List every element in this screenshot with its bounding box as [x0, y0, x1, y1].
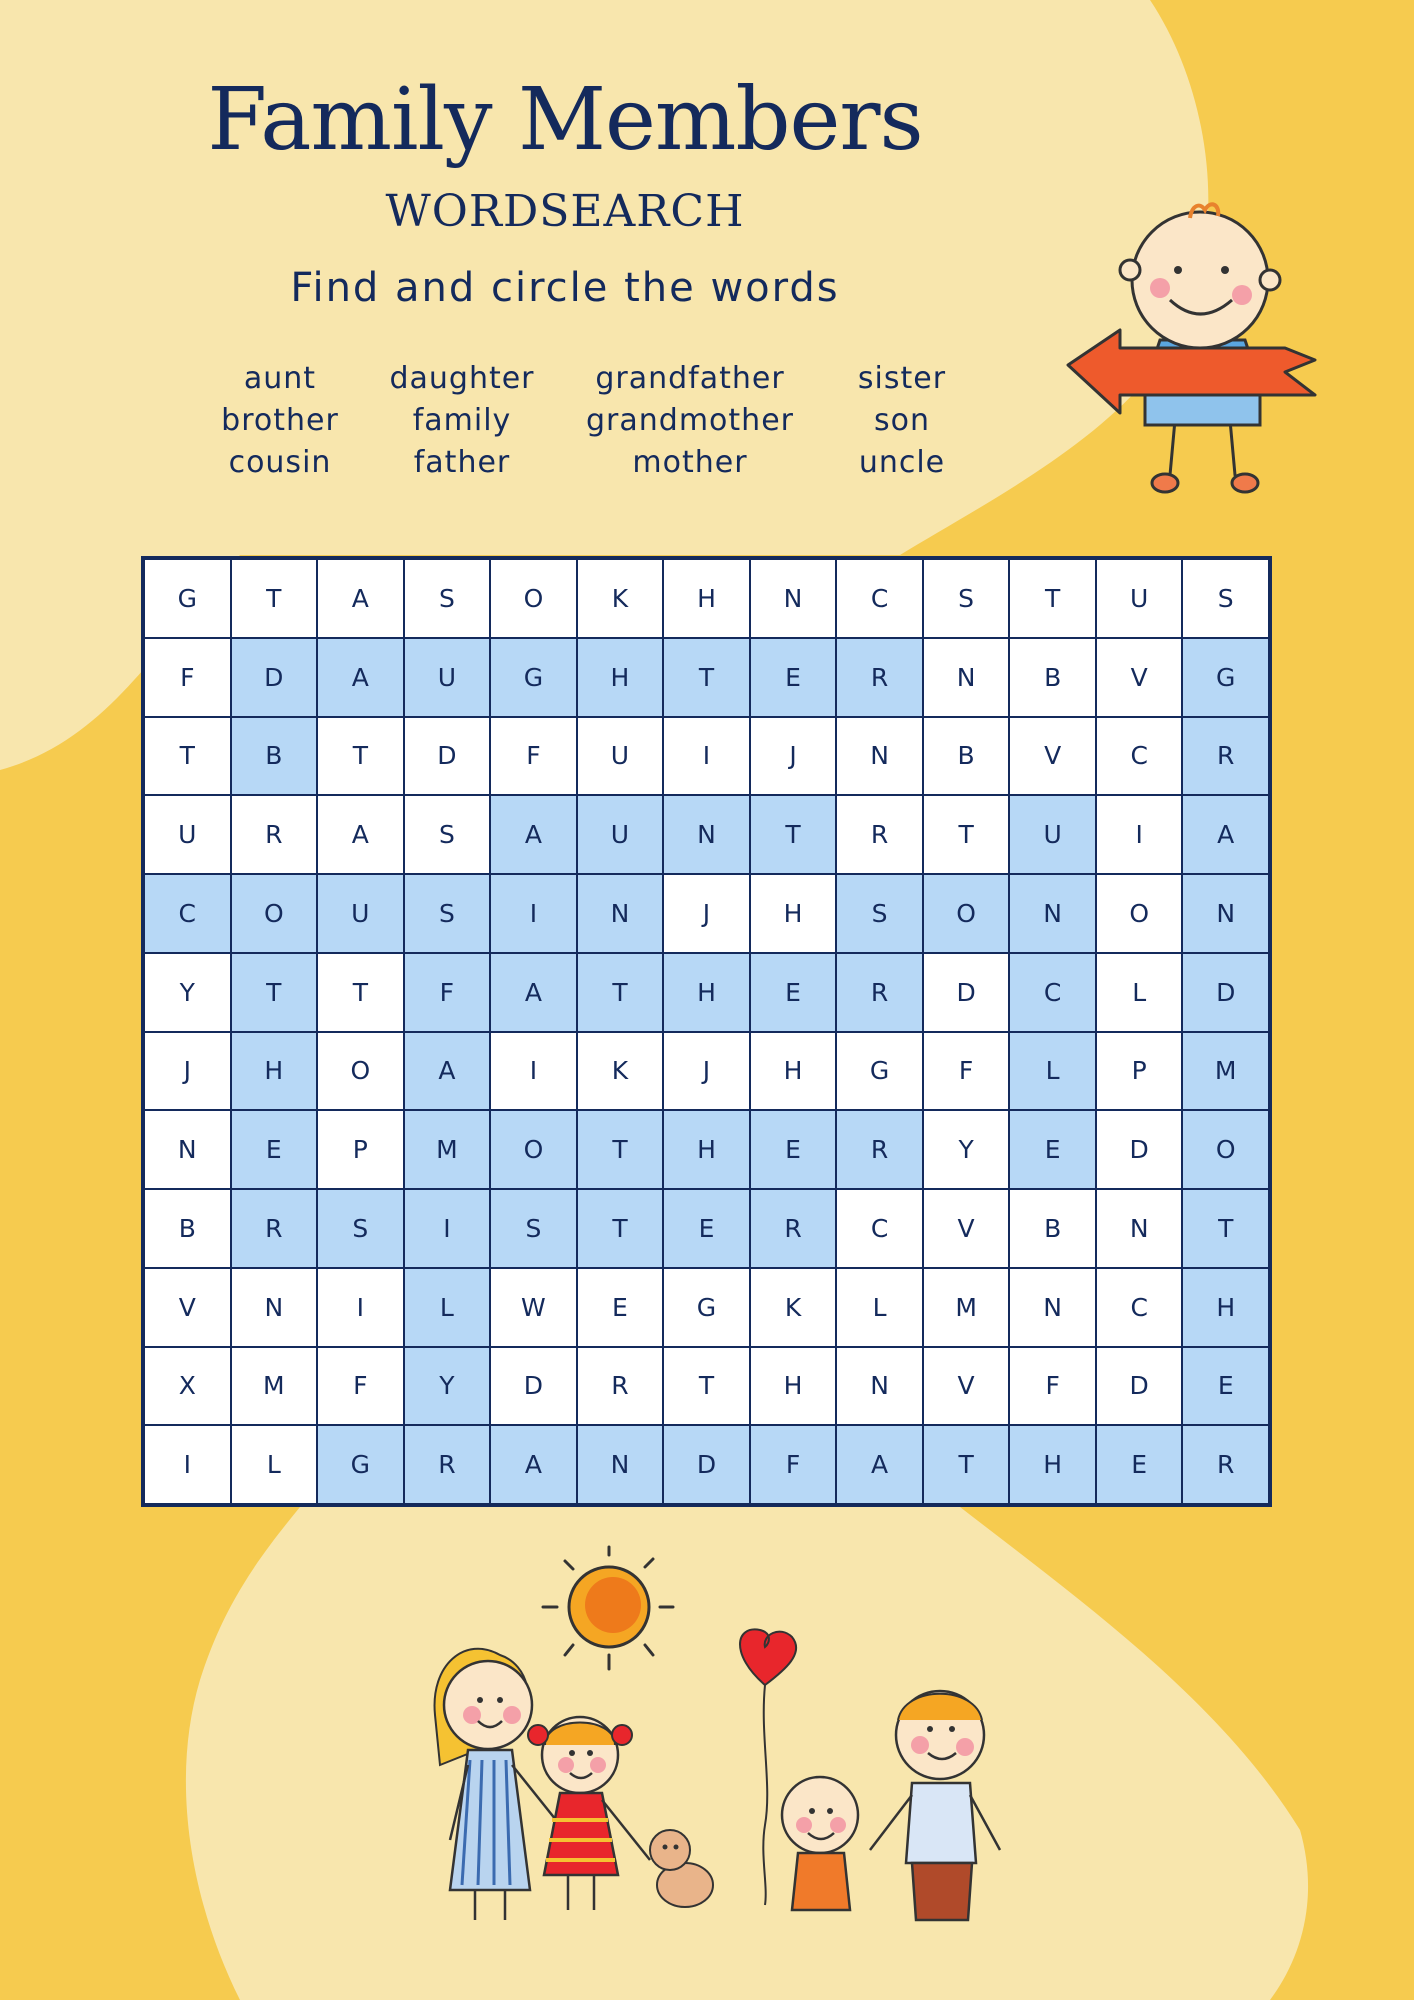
word-item: son — [874, 403, 930, 438]
grid-cell[interactable]: F — [491, 718, 576, 795]
grid-cell[interactable]: A — [837, 1426, 922, 1503]
grid-cell[interactable]: T — [318, 954, 403, 1031]
grid-cell[interactable]: E — [578, 1269, 663, 1346]
word-column-1 — [221, 358, 339, 484]
grid-cell[interactable]: O — [318, 1033, 403, 1110]
word-list — [0, 358, 1100, 488]
grid-cell[interactable]: L — [1010, 1033, 1095, 1110]
grid-cell[interactable]: V — [145, 1269, 230, 1346]
grid-cell[interactable]: Y — [405, 1348, 490, 1425]
grid-cell[interactable]: E — [751, 639, 836, 716]
grid-cell[interactable]: G — [145, 560, 230, 637]
grid-cell[interactable]: N — [145, 1111, 230, 1188]
grid-cell[interactable]: T — [924, 796, 1009, 873]
page-subtitle: WORDSEARCH — [385, 186, 745, 237]
grid-cell[interactable]: F — [924, 1033, 1009, 1110]
grid-cell[interactable]: J — [664, 875, 749, 952]
grid-cell[interactable]: X — [145, 1348, 230, 1425]
grid-cell[interactable]: V — [1097, 639, 1182, 716]
grid-cell[interactable]: V — [924, 1190, 1009, 1267]
grid-cell[interactable]: D — [405, 718, 490, 795]
grid-cell[interactable]: E — [751, 954, 836, 1031]
grid-cell[interactable]: P — [1097, 1033, 1182, 1110]
word-item: father — [413, 445, 511, 480]
grid-cell[interactable]: K — [751, 1269, 836, 1346]
grid-cell[interactable]: O — [491, 1111, 576, 1188]
grid-cell[interactable]: S — [1183, 560, 1268, 637]
grid-cell[interactable]: H — [1010, 1426, 1095, 1503]
grid-cell[interactable]: C — [837, 560, 922, 637]
grid-cell[interactable]: E — [1183, 1348, 1268, 1425]
grid-cell[interactable]: U — [318, 875, 403, 952]
grid-cell[interactable]: J — [145, 1033, 230, 1110]
grid-cell[interactable]: S — [924, 560, 1009, 637]
grid-cell[interactable]: D — [232, 639, 317, 716]
grid-cell[interactable]: R — [837, 796, 922, 873]
grid-cell[interactable]: B — [232, 718, 317, 795]
word-item: family — [412, 403, 512, 438]
grid-cell[interactable]: R — [837, 639, 922, 716]
grid-cell[interactable]: T — [578, 954, 663, 1031]
grid-cell[interactable]: E — [664, 1190, 749, 1267]
grid-cell[interactable]: A — [405, 1033, 490, 1110]
grid-cell[interactable]: E — [1097, 1426, 1182, 1503]
word-item: brother — [221, 403, 339, 438]
grid-cell[interactable]: A — [1183, 796, 1268, 873]
grid-cell[interactable]: V — [1010, 718, 1095, 795]
grid-cell[interactable]: I — [664, 718, 749, 795]
grid-cell[interactable]: G — [837, 1033, 922, 1110]
grid-cell[interactable]: A — [491, 954, 576, 1031]
grid-cell[interactable]: N — [837, 718, 922, 795]
word-item: sister — [857, 361, 947, 396]
grid-cell[interactable]: N — [924, 639, 1009, 716]
grid-cell[interactable]: T — [924, 1426, 1009, 1503]
grid-cell[interactable]: R — [1183, 718, 1268, 795]
grid-cell[interactable]: A — [491, 1426, 576, 1503]
grid-cell[interactable]: O — [491, 560, 576, 637]
grid-cell[interactable]: N — [664, 796, 749, 873]
grid-cell[interactable]: T — [232, 954, 317, 1031]
grid-cell[interactable]: L — [405, 1269, 490, 1346]
grid-cell[interactable]: N — [578, 1426, 663, 1503]
grid-cell[interactable]: T — [1010, 560, 1095, 637]
grid-cell[interactable]: K — [578, 1033, 663, 1110]
grid-cell[interactable]: H — [751, 1348, 836, 1425]
grid-cell[interactable]: T — [751, 796, 836, 873]
grid-cell[interactable]: R — [751, 1190, 836, 1267]
grid-cell[interactable]: F — [318, 1348, 403, 1425]
word-item: aunt — [243, 361, 317, 396]
grid-cell[interactable]: F — [751, 1426, 836, 1503]
grid-cell[interactable]: H — [751, 875, 836, 952]
grid-cell[interactable]: P — [318, 1111, 403, 1188]
grid-cell[interactable]: N — [232, 1269, 317, 1346]
grid-cell[interactable]: G — [664, 1269, 749, 1346]
grid-cell[interactable]: G — [318, 1426, 403, 1503]
grid-cell[interactable]: T — [232, 560, 317, 637]
grid-cell[interactable]: T — [318, 718, 403, 795]
grid-cell[interactable]: T — [578, 1190, 663, 1267]
word-column-3 — [586, 358, 794, 484]
grid-cell[interactable]: D — [1097, 1348, 1182, 1425]
grid-cell[interactable]: O — [1183, 1111, 1268, 1188]
grid-cell[interactable]: N — [1097, 1190, 1182, 1267]
grid-cell[interactable]: B — [145, 1190, 230, 1267]
word-item: grandfather — [595, 361, 785, 396]
grid-cell[interactable]: A — [318, 796, 403, 873]
grid-cell[interactable]: L — [232, 1426, 317, 1503]
grid-cell[interactable]: U — [578, 796, 663, 873]
boy-with-arrow-illustration — [1060, 200, 1330, 510]
grid-cell[interactable]: F — [1010, 1348, 1095, 1425]
grid-cell[interactable]: C — [1010, 954, 1095, 1031]
grid-cell[interactable]: C — [145, 875, 230, 952]
grid-cell[interactable]: W — [491, 1269, 576, 1346]
grid-cell[interactable]: K — [578, 560, 663, 637]
grid-cell[interactable]: O — [1097, 875, 1182, 952]
grid-cell[interactable]: B — [1010, 1190, 1095, 1267]
grid-cell[interactable]: H — [751, 1033, 836, 1110]
grid-cell[interactable]: C — [1097, 1269, 1182, 1346]
grid-cell[interactable]: U — [405, 639, 490, 716]
grid-cell[interactable]: Y — [145, 954, 230, 1031]
instructions-text: Find and circle the words — [290, 265, 840, 311]
grid-cell[interactable]: D — [1097, 1111, 1182, 1188]
grid-cell[interactable]: B — [924, 718, 1009, 795]
word-column-2 — [389, 358, 534, 484]
grid-cell[interactable]: N — [1010, 1269, 1095, 1346]
grid-cell[interactable]: S — [405, 875, 490, 952]
grid-cell[interactable]: I — [491, 1033, 576, 1110]
grid-cell[interactable]: M — [924, 1269, 1009, 1346]
grid-cell[interactable]: C — [837, 1190, 922, 1267]
grid-cell[interactable]: R — [837, 1111, 922, 1188]
grid-cell[interactable]: I — [405, 1190, 490, 1267]
grid-cell[interactable]: N — [1183, 875, 1268, 952]
grid-cell[interactable]: F — [405, 954, 490, 1031]
grid-cell[interactable]: B — [1010, 639, 1095, 716]
grid-cell[interactable]: J — [664, 1033, 749, 1110]
grid-cell[interactable]: L — [837, 1269, 922, 1346]
grid-cell[interactable]: H — [578, 639, 663, 716]
grid-cell[interactable]: S — [837, 875, 922, 952]
grid-cell[interactable]: L — [1097, 954, 1182, 1031]
grid-cell[interactable]: G — [1183, 639, 1268, 716]
word-column-4 — [858, 358, 946, 484]
grid-cell[interactable]: R — [405, 1426, 490, 1503]
family-illustration — [420, 1625, 1020, 1935]
grid-cell[interactable]: U — [578, 718, 663, 795]
grid-cell[interactable]: E — [751, 1111, 836, 1188]
grid-cell[interactable]: S — [491, 1190, 576, 1267]
grid-cell[interactable]: D — [1183, 954, 1268, 1031]
grid-cell[interactable]: D — [491, 1348, 576, 1425]
grid-cell[interactable]: C — [1097, 718, 1182, 795]
grid-cell[interactable]: U — [145, 796, 230, 873]
grid-cell[interactable]: N — [837, 1348, 922, 1425]
grid-cell[interactable]: A — [491, 796, 576, 873]
grid-cell[interactable]: M — [1183, 1033, 1268, 1110]
grid-cell[interactable]: R — [232, 1190, 317, 1267]
grid-cell[interactable]: U — [1010, 796, 1095, 873]
grid-cell[interactable]: M — [405, 1111, 490, 1188]
word-item: uncle — [858, 445, 946, 480]
grid-cell[interactable]: V — [924, 1348, 1009, 1425]
grid-cell[interactable]: T — [664, 639, 749, 716]
grid-cell[interactable]: I — [491, 875, 576, 952]
grid-cell[interactable]: H — [1183, 1269, 1268, 1346]
grid-cell[interactable]: A — [318, 560, 403, 637]
grid-cell[interactable]: Y — [924, 1111, 1009, 1188]
grid-cell[interactable]: R — [232, 796, 317, 873]
grid-cell[interactable]: S — [405, 560, 490, 637]
grid-cell[interactable]: G — [491, 639, 576, 716]
grid-cell[interactable]: T — [664, 1348, 749, 1425]
grid-cell[interactable]: R — [1183, 1426, 1268, 1503]
grid-cell[interactable]: O — [924, 875, 1009, 952]
grid-cell[interactable]: E — [1010, 1111, 1095, 1188]
word-item: grandmother — [586, 403, 794, 438]
grid-cell[interactable]: D — [924, 954, 1009, 1031]
wordsearch-grid[interactable] — [141, 556, 1272, 1507]
grid-cell[interactable]: S — [405, 796, 490, 873]
grid-cell[interactable]: R — [837, 954, 922, 1031]
grid-cell[interactable]: U — [1097, 560, 1182, 637]
grid-cell[interactable]: H — [664, 954, 749, 1031]
grid-cell[interactable]: E — [232, 1111, 317, 1188]
grid-cell[interactable]: J — [751, 718, 836, 795]
grid-cell[interactable]: N — [1010, 875, 1095, 952]
grid-cell[interactable]: I — [145, 1426, 230, 1503]
word-item: mother — [632, 445, 748, 480]
grid-cell[interactable]: H — [664, 560, 749, 637]
page-title: Family Members — [207, 70, 923, 170]
grid-cell[interactable]: H — [232, 1033, 317, 1110]
grid-cell[interactable]: M — [232, 1348, 317, 1425]
grid-cell[interactable]: N — [578, 875, 663, 952]
grid-cell[interactable]: O — [232, 875, 317, 952]
grid-cell[interactable]: F — [145, 639, 230, 716]
grid-cell[interactable]: T — [578, 1111, 663, 1188]
grid-cell[interactable]: D — [664, 1426, 749, 1503]
grid-cell[interactable]: I — [1097, 796, 1182, 873]
word-item: cousin — [228, 445, 332, 480]
grid-cell[interactable]: N — [751, 560, 836, 637]
grid-cell[interactable]: H — [664, 1111, 749, 1188]
grid-cell[interactable]: T — [1183, 1190, 1268, 1267]
word-item: daughter — [389, 361, 535, 396]
grid-cell[interactable]: A — [318, 639, 403, 716]
grid-cell[interactable]: I — [318, 1269, 403, 1346]
grid-cell[interactable]: R — [578, 1348, 663, 1425]
grid-cell[interactable]: T — [145, 718, 230, 795]
grid-cell[interactable]: S — [318, 1190, 403, 1267]
